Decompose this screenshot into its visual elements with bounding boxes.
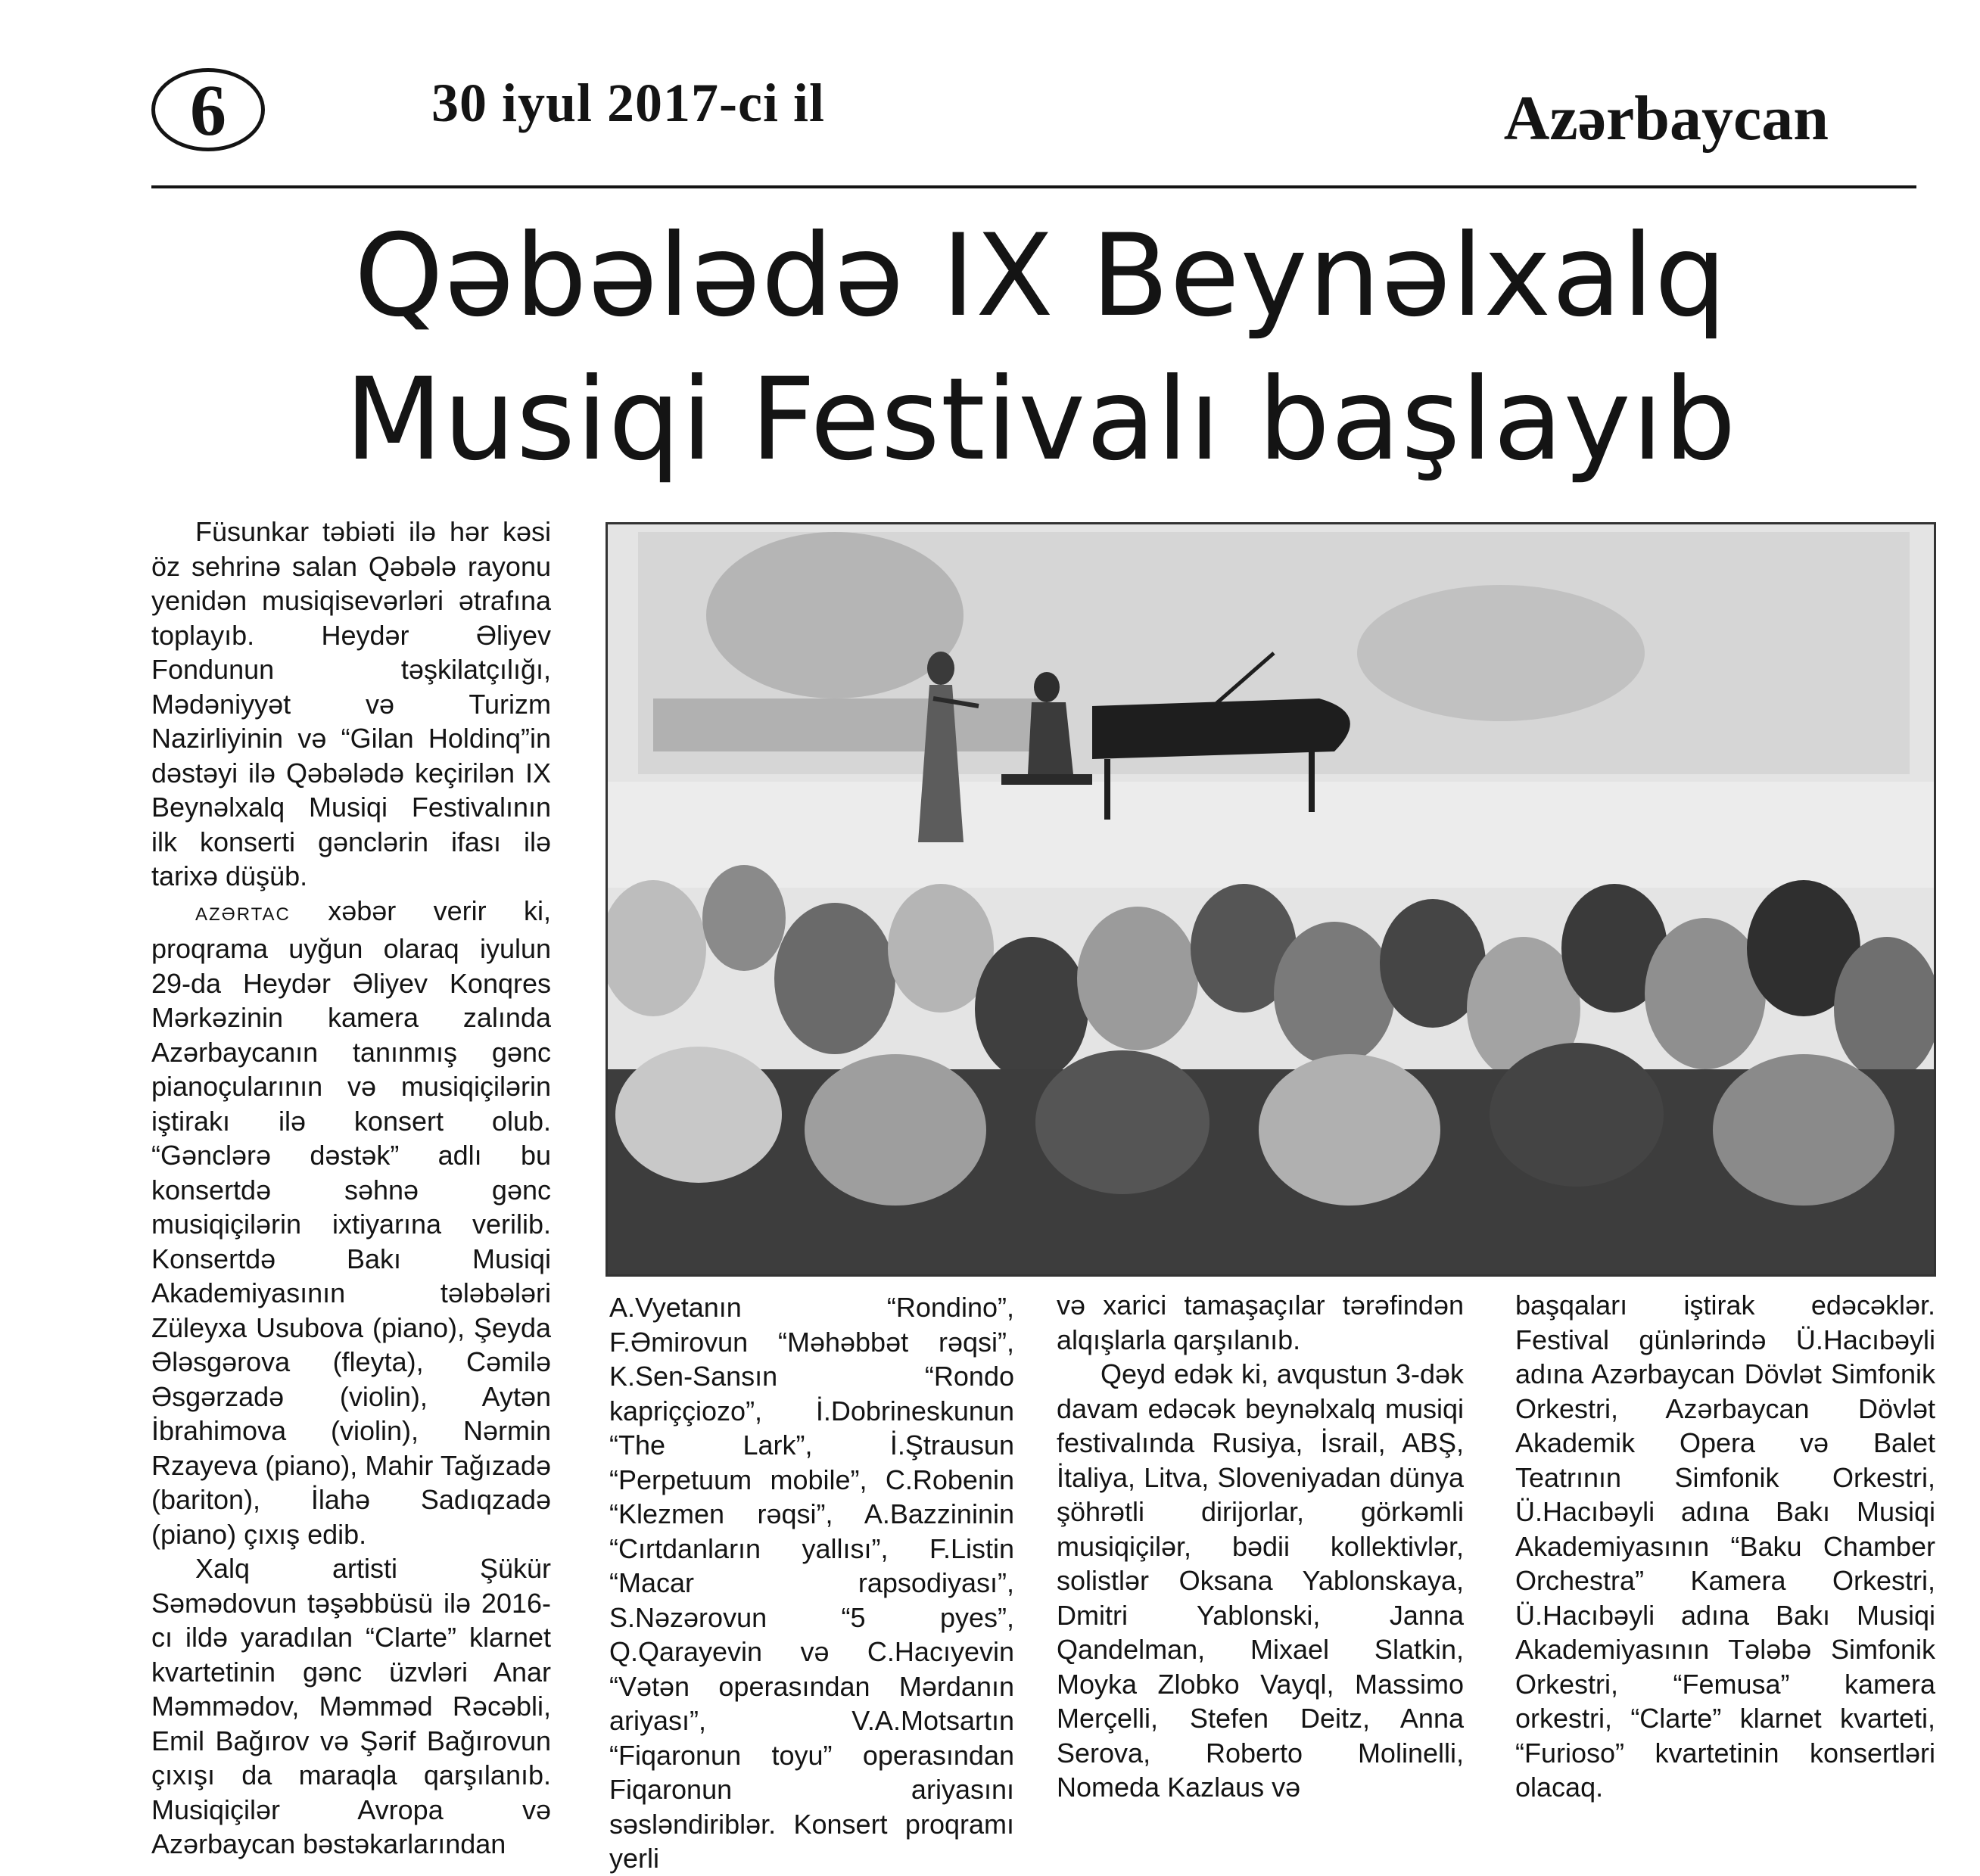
issue-date: 30 iyul 2017-ci il	[431, 73, 825, 133]
article-column-4	[1515, 1288, 1935, 1805]
article-column-3	[1057, 1288, 1464, 1805]
paragraph-applause: və xarici tamaşaçılar tərəfindən alqışlarla qarşılanıb.	[1057, 1290, 1464, 1355]
article-headline	[303, 204, 1779, 492]
paragraph-repertoire: A.Vyetanın “Rondino”, F.Əmirovun “Məhəbbət rəqsi”, K.Sen-Sansın “Rondo kapriççiozo”, İ.Dobrineskunun “The Lark”, İ.Ştrausun “Perpetuum mobile”, C.Robenin “Klezmen rəqsi”, A.Bazzininin “Cırtdanların yallısı”, F.Listin “Macar rapsodiyası”, S.Nəzərovun “5 pyes”, Q.Qarayevin və C.Hacıyevin “Vətən operasından Mərdanın ariyası”, V.A.Motsartın “Fiqaronun toyu” operasından Fiqaronun ariyasını səsləndiriblər. Konsert proqramı yerli	[609, 1292, 1014, 1874]
headline-line-2: Musiqi Festivalı başlayıb	[344, 354, 1737, 486]
article-column-1	[151, 515, 551, 1862]
newspaper-name: Azərbaycan	[1503, 83, 1829, 154]
paragraph-festival: Qeyd edək ki, avqustun 3-dək davam edəcək beynəlxalq musiqi festivalında Rusiya, İsrail, ABŞ, İtaliya, Litva, Sloveniyadan dünya şöhrətli dirijorlar, görkəmli musiqiçilər, bədii kollektivlər, solistlər Oksana Yablonskaya, Dmitri Yablonski, Janna Qandelman, Mixael Slatkin, Moyka Zlobko Vayql, Massimo Merçelli, Stefen Deitz, Anna Serova, Roberto Molinelli, Nomeda Kazlaus və	[1057, 1358, 1464, 1803]
page-number: 6	[151, 68, 265, 151]
paragraph-orchestras: başqaları iştirak edəcəklər. Festival günlərində Ü.Hacıbəyli adına Azərbaycan Dövlət Simfonik Orkestri, Azərbaycan Dövlət Akademik Opera və Balet Teatrının Simfonik Orkestri, Ü.Hacıbəyli adına Bakı Musiqi Akademiyasının “Baku Chamber Orchestra” Kamera Orkestri, Ü.Hacıbəyli adına Bakı Musiqi Akademiyasının Tələbə Simfonik Orkestri, “Femusa” kamera orkestri, “Clarte” klarnet kvarteti, “Furioso” kvartetinin konsertləri olacaq.	[1515, 1290, 1935, 1803]
concert-photo	[606, 522, 1936, 1277]
article-column-2	[609, 1290, 1014, 1876]
paragraph-clarte: Xalq artisti Şükür Səmədovun təşəbbüsü ilə 2016-cı ildə yaradılan “Clarte” klarnet kvartetinin gənc üzvləri Anar Məmmədov, Məmməd Rəcəbli, Emil Bağırov və Şərif Bağırovun çıxışı da maraqla qarşılanıb. Musiqiçilər Avropa və Azərbaycan bəstəkarlarından	[151, 1553, 551, 1859]
paragraph-intro: Füsunkar təbiəti ilə hər kəsi öz sehrinə salan Qəbələ rayonu yenidən musiqisevərləri ətrafına toplayıb. Heydər Əliyev Fondunun təşkilatçılığı, Mədəniyyət və Turizm Nazirliyinin və “Gilan Holdinq”in dəstəyi ilə Qəbələdə keçirilən IX Beynəlxalq Musiqi Festivalının ilk konserti gənclərin ifası ilə tarixə düşüb.	[151, 516, 551, 891]
paragraph-agency	[151, 894, 551, 1552]
headline-line-1: Qəbələdə IX Beynəlxalq	[353, 210, 1728, 342]
agency-name: AZƏRTAC	[195, 904, 291, 925]
header-rule	[151, 185, 1916, 188]
backdrop-dome	[706, 532, 964, 698]
concert-photo-illustration	[608, 524, 1934, 1274]
agency-text: xəbər verir ki, proqrama uyğun olaraq iyulun 29-da Heydər Əliyev Konqres Mərkəzinin kamera zalında Azərbaycanın tanınmış gənc pianoçularının və musiqiçilərin iştirakı ilə konsert olub. “Gənclərə dəstək” adlı bu konsertdə səhnə gənc musiqiçilərin ixtiyarına verilib. Konsertdə Bakı Musiqi Akademiyasının tələbələri Züleyxa Usubova (piano), Şeyda Ələsgərova (fleyta), Cəmilə Əsgərzadə (violin), Aytən İbrahimova (violin), Nərmin Rzayeva (piano), Mahir Tağızadə (bariton), İlahə Sadıqzadə (piano) çıxış edib.	[151, 894, 551, 1550]
stage-floor	[608, 782, 1934, 888]
